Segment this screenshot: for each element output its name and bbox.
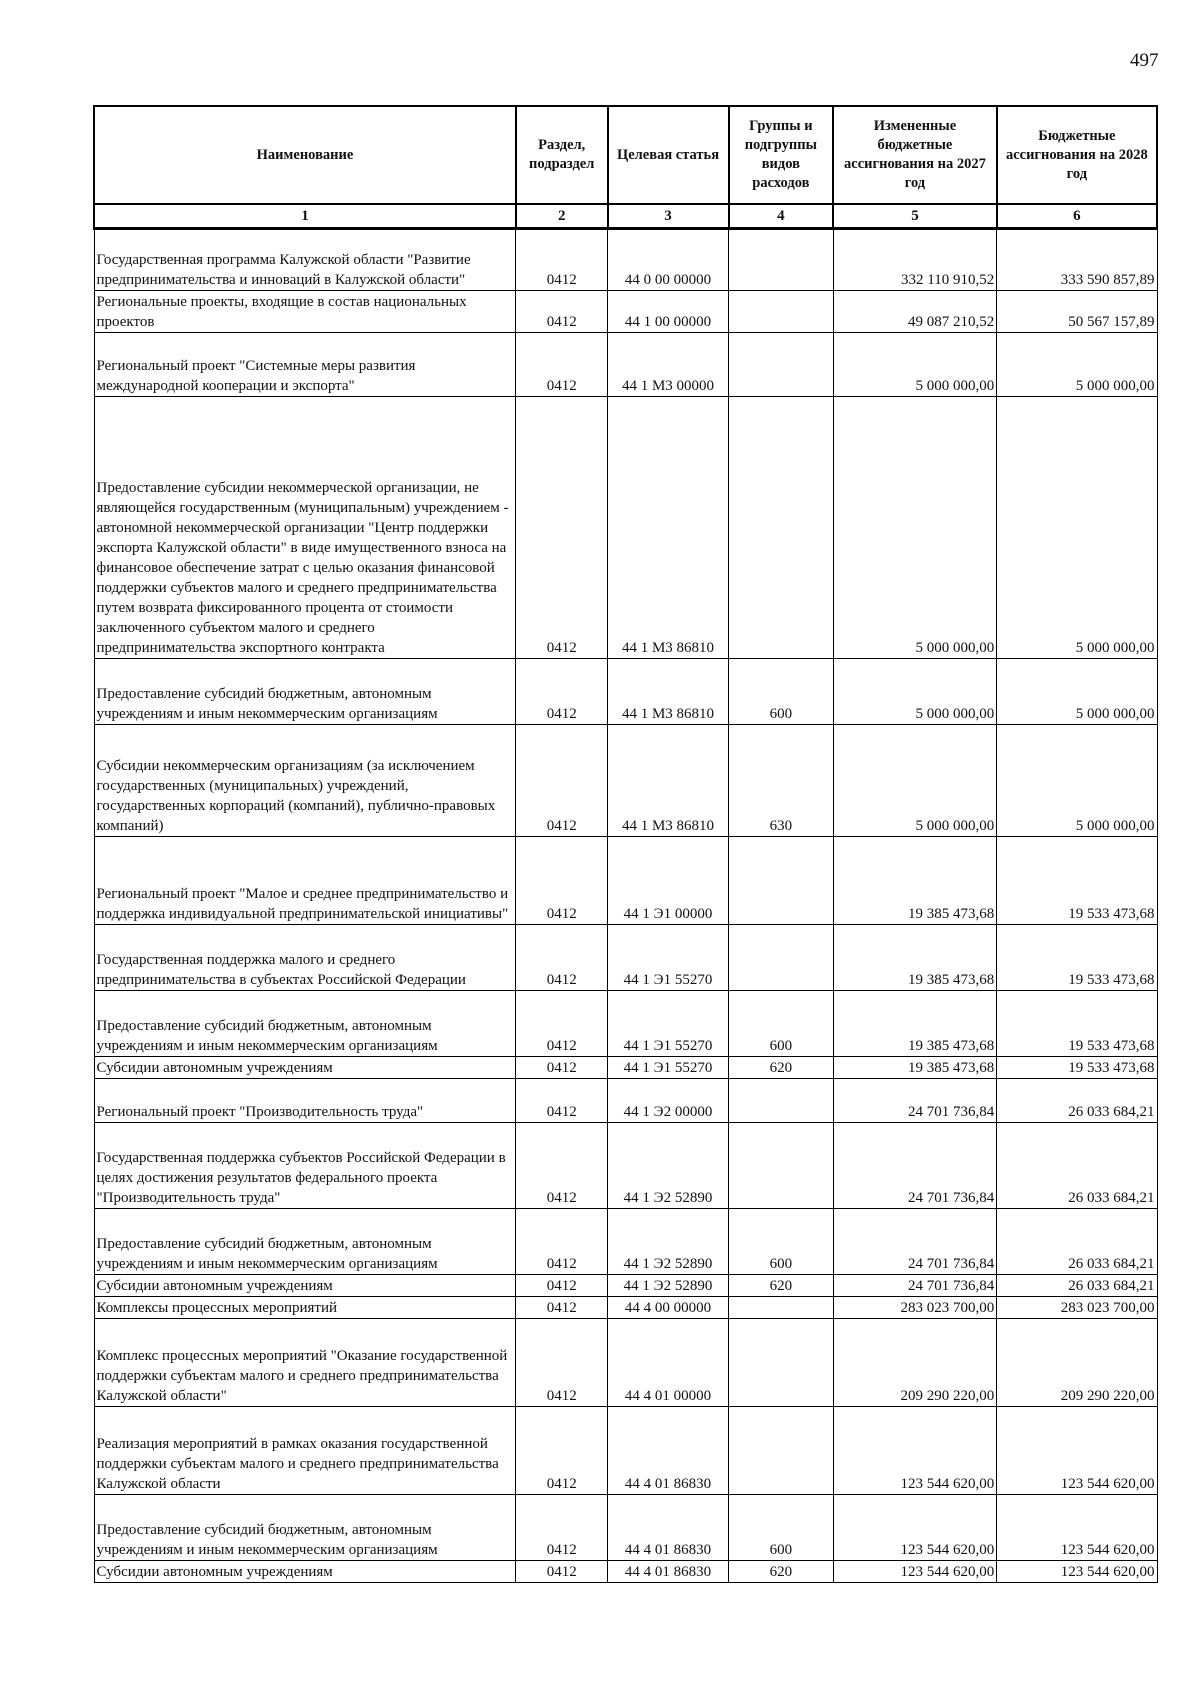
table-row bbox=[94, 1209, 1157, 1275]
table-row bbox=[94, 1407, 1157, 1495]
row-section: 0412 bbox=[516, 1209, 608, 1275]
row-section: 0412 bbox=[516, 229, 608, 291]
row-group: 620 bbox=[729, 1057, 834, 1079]
row-target: 44 1 М3 86810 bbox=[608, 659, 729, 725]
row-section: 0412 bbox=[516, 1057, 608, 1079]
row-amount-2027: 19 385 473,68 bbox=[833, 1057, 997, 1079]
row-name: Региональный проект "Малое и среднее предпринимательство и поддержка индивидуальной предпринимательской инициативы" bbox=[94, 837, 516, 925]
row-amount-2027: 283 023 700,00 bbox=[833, 1297, 997, 1319]
row-name: Государственная поддержка малого и среднего предпринимательства в субъектах Российской Федерации bbox=[94, 925, 516, 991]
table-row bbox=[94, 837, 1157, 925]
row-group: 600 bbox=[729, 659, 834, 725]
header-amount-2027: Измененные бюджетные ассигнования на 2027 год bbox=[833, 106, 997, 204]
row-section: 0412 bbox=[516, 1297, 608, 1319]
column-number: 5 bbox=[833, 204, 997, 229]
budget-table bbox=[93, 105, 1158, 1583]
row-group bbox=[729, 333, 834, 397]
row-amount-2028: 26 033 684,21 bbox=[997, 1275, 1157, 1297]
row-name: Субсидии автономным учреждениям bbox=[94, 1057, 516, 1079]
table-row bbox=[94, 1123, 1157, 1209]
header-name: Наименование bbox=[94, 106, 516, 204]
row-section: 0412 bbox=[516, 991, 608, 1057]
table-row bbox=[94, 397, 1157, 659]
row-target: 44 1 Э1 55270 bbox=[608, 991, 729, 1057]
row-target: 44 1 М3 86810 bbox=[608, 397, 729, 659]
row-target: 44 4 01 86830 bbox=[608, 1495, 729, 1561]
column-number: 6 bbox=[997, 204, 1157, 229]
header-section: Раздел, подраздел bbox=[516, 106, 608, 204]
row-name: Реализация мероприятий в рамках оказания государственной поддержки субъектам малого и среднего предпринимательства Калужской области bbox=[94, 1407, 516, 1495]
row-section: 0412 bbox=[516, 1495, 608, 1561]
row-amount-2027: 123 544 620,00 bbox=[833, 1561, 997, 1583]
row-amount-2028: 19 533 473,68 bbox=[997, 1057, 1157, 1079]
row-group bbox=[729, 1123, 834, 1209]
row-name: Региональный проект "Системные меры развития международной кооперации и экспорта" bbox=[94, 333, 516, 397]
row-group bbox=[729, 397, 834, 659]
row-name: Субсидии некоммерческим организациям (за исключением государственных (муниципальных) учреждений, государственных корпораций (компаний), публично-правовых компаний) bbox=[94, 725, 516, 837]
row-amount-2028: 283 023 700,00 bbox=[997, 1297, 1157, 1319]
row-target: 44 1 Э2 00000 bbox=[608, 1079, 729, 1123]
row-amount-2027: 19 385 473,68 bbox=[833, 837, 997, 925]
row-section: 0412 bbox=[516, 1123, 608, 1209]
table-row bbox=[94, 1297, 1157, 1319]
row-section: 0412 bbox=[516, 1561, 608, 1583]
row-amount-2027: 19 385 473,68 bbox=[833, 991, 997, 1057]
row-target: 44 1 Э1 55270 bbox=[608, 925, 729, 991]
table-row bbox=[94, 659, 1157, 725]
row-amount-2028: 123 544 620,00 bbox=[997, 1495, 1157, 1561]
row-amount-2028: 50 567 157,89 bbox=[997, 291, 1157, 333]
row-target: 44 1 00 00000 bbox=[608, 291, 729, 333]
row-section: 0412 bbox=[516, 1319, 608, 1407]
row-name: Предоставление субсидий бюджетным, автономным учреждениям и иным некоммерческим организациям bbox=[94, 991, 516, 1057]
row-section: 0412 bbox=[516, 1079, 608, 1123]
row-amount-2027: 24 701 736,84 bbox=[833, 1123, 997, 1209]
row-amount-2027: 5 000 000,00 bbox=[833, 333, 997, 397]
row-amount-2028: 26 033 684,21 bbox=[997, 1209, 1157, 1275]
row-target: 44 4 00 00000 bbox=[608, 1297, 729, 1319]
row-section: 0412 bbox=[516, 291, 608, 333]
table-row bbox=[94, 1495, 1157, 1561]
row-target: 44 1 Э1 55270 bbox=[608, 1057, 729, 1079]
row-section: 0412 bbox=[516, 397, 608, 659]
header-amount-2028: Бюджетные ассигнования на 2028 год bbox=[997, 106, 1157, 204]
row-amount-2028: 19 533 473,68 bbox=[997, 991, 1157, 1057]
row-target: 44 4 01 86830 bbox=[608, 1561, 729, 1583]
row-amount-2027: 5 000 000,00 bbox=[833, 725, 997, 837]
row-section: 0412 bbox=[516, 837, 608, 925]
row-name: Государственная поддержка субъектов Российской Федерации в целях достижения результатов федерального проекта "Производительность труда" bbox=[94, 1123, 516, 1209]
table-row bbox=[94, 925, 1157, 991]
row-group bbox=[729, 1079, 834, 1123]
row-group bbox=[729, 925, 834, 991]
row-amount-2027: 5 000 000,00 bbox=[833, 659, 997, 725]
row-target: 44 0 00 00000 bbox=[608, 229, 729, 291]
row-amount-2028: 19 533 473,68 bbox=[997, 925, 1157, 991]
row-group bbox=[729, 1297, 834, 1319]
row-section: 0412 bbox=[516, 659, 608, 725]
row-name: Предоставление субсидий бюджетным, автономным учреждениям и иным некоммерческим организациям bbox=[94, 1209, 516, 1275]
row-name: Предоставление субсидий бюджетным, автономным учреждениям и иным некоммерческим организациям bbox=[94, 1495, 516, 1561]
row-target: 44 1 М3 86810 bbox=[608, 725, 729, 837]
row-section: 0412 bbox=[516, 1275, 608, 1297]
row-amount-2027: 123 544 620,00 bbox=[833, 1407, 997, 1495]
column-number-row bbox=[94, 204, 1157, 229]
table-row bbox=[94, 1561, 1157, 1583]
table-row bbox=[94, 1319, 1157, 1407]
row-amount-2028: 5 000 000,00 bbox=[997, 333, 1157, 397]
row-amount-2027: 332 110 910,52 bbox=[833, 229, 997, 291]
row-group: 600 bbox=[729, 1209, 834, 1275]
row-section: 0412 bbox=[516, 333, 608, 397]
table-row bbox=[94, 725, 1157, 837]
row-amount-2028: 209 290 220,00 bbox=[997, 1319, 1157, 1407]
row-target: 44 4 01 86830 bbox=[608, 1407, 729, 1495]
table-row bbox=[94, 1275, 1157, 1297]
column-number: 3 bbox=[608, 204, 729, 229]
row-name: Предоставление субсидий бюджетным, автономным учреждениям и иным некоммерческим организациям bbox=[94, 659, 516, 725]
row-amount-2028: 26 033 684,21 bbox=[997, 1123, 1157, 1209]
column-number: 1 bbox=[94, 204, 516, 229]
row-name: Субсидии автономным учреждениям bbox=[94, 1275, 516, 1297]
row-target: 44 4 01 00000 bbox=[608, 1319, 729, 1407]
row-amount-2027: 24 701 736,84 bbox=[833, 1209, 997, 1275]
row-target: 44 1 М3 00000 bbox=[608, 333, 729, 397]
row-group bbox=[729, 291, 834, 333]
row-group: 620 bbox=[729, 1561, 834, 1583]
table-row bbox=[94, 1057, 1157, 1079]
row-group bbox=[729, 1407, 834, 1495]
row-amount-2027: 49 087 210,52 bbox=[833, 291, 997, 333]
table-row bbox=[94, 291, 1157, 333]
row-amount-2028: 26 033 684,21 bbox=[997, 1079, 1157, 1123]
row-target: 44 1 Э2 52890 bbox=[608, 1123, 729, 1209]
row-amount-2028: 5 000 000,00 bbox=[997, 725, 1157, 837]
row-name: Комплексы процессных мероприятий bbox=[94, 1297, 516, 1319]
row-amount-2027: 123 544 620,00 bbox=[833, 1495, 997, 1561]
row-group: 600 bbox=[729, 1495, 834, 1561]
table-row bbox=[94, 229, 1157, 291]
header-row bbox=[94, 106, 1157, 204]
row-amount-2027: 209 290 220,00 bbox=[833, 1319, 997, 1407]
row-name: Субсидии автономным учреждениям bbox=[94, 1561, 516, 1583]
row-amount-2027: 24 701 736,84 bbox=[833, 1275, 997, 1297]
row-group bbox=[729, 837, 834, 925]
row-name: Комплекс процессных мероприятий "Оказание государственной поддержки субъектам малого и среднего предпринимательства Калужской области" bbox=[94, 1319, 516, 1407]
row-group: 620 bbox=[729, 1275, 834, 1297]
column-number: 2 bbox=[516, 204, 608, 229]
row-name: Государственная программа Калужской области "Развитие предпринимательства и инноваций в Калужской области" bbox=[94, 229, 516, 291]
column-number: 4 bbox=[729, 204, 834, 229]
row-amount-2028: 5 000 000,00 bbox=[997, 397, 1157, 659]
row-amount-2027: 5 000 000,00 bbox=[833, 397, 997, 659]
row-amount-2028: 123 544 620,00 bbox=[997, 1561, 1157, 1583]
row-amount-2027: 24 701 736,84 bbox=[833, 1079, 997, 1123]
row-amount-2028: 5 000 000,00 bbox=[997, 659, 1157, 725]
table-row bbox=[94, 333, 1157, 397]
row-group bbox=[729, 1319, 834, 1407]
row-amount-2028: 123 544 620,00 bbox=[997, 1407, 1157, 1495]
row-amount-2028: 333 590 857,89 bbox=[997, 229, 1157, 291]
table-row bbox=[94, 1079, 1157, 1123]
row-group bbox=[729, 229, 834, 291]
row-name: Региональный проект "Производительность труда" bbox=[94, 1079, 516, 1123]
row-group: 600 bbox=[729, 991, 834, 1057]
header-group: Группы и подгруппы видов расходов bbox=[729, 106, 834, 204]
row-target: 44 1 Э2 52890 bbox=[608, 1209, 729, 1275]
row-name: Региональные проекты, входящие в состав национальных проектов bbox=[94, 291, 516, 333]
row-target: 44 1 Э1 00000 bbox=[608, 837, 729, 925]
row-amount-2027: 19 385 473,68 bbox=[833, 925, 997, 991]
row-amount-2028: 19 533 473,68 bbox=[997, 837, 1157, 925]
row-section: 0412 bbox=[516, 1407, 608, 1495]
row-target: 44 1 Э2 52890 bbox=[608, 1275, 729, 1297]
row-name: Предоставление субсидии некоммерческой организации, не являющейся государственным (муниципальным) учреждением - автономной некоммерческой организации "Центр поддержки экспорта Калужской области" в виде имущественного взноса на финансовое обеспечение затрат с целью оказания финансовой поддержки субъектов малого и среднего предпринимательства путем возврата фиксированного процента от стоимости заключенного субъектом малого и среднего предпринимательства экспортного контракта bbox=[94, 397, 516, 659]
row-section: 0412 bbox=[516, 925, 608, 991]
table-row bbox=[94, 991, 1157, 1057]
row-group: 630 bbox=[729, 725, 834, 837]
header-target: Целевая статья bbox=[608, 106, 729, 204]
page-number: 497 bbox=[1130, 50, 1159, 71]
row-section: 0412 bbox=[516, 725, 608, 837]
